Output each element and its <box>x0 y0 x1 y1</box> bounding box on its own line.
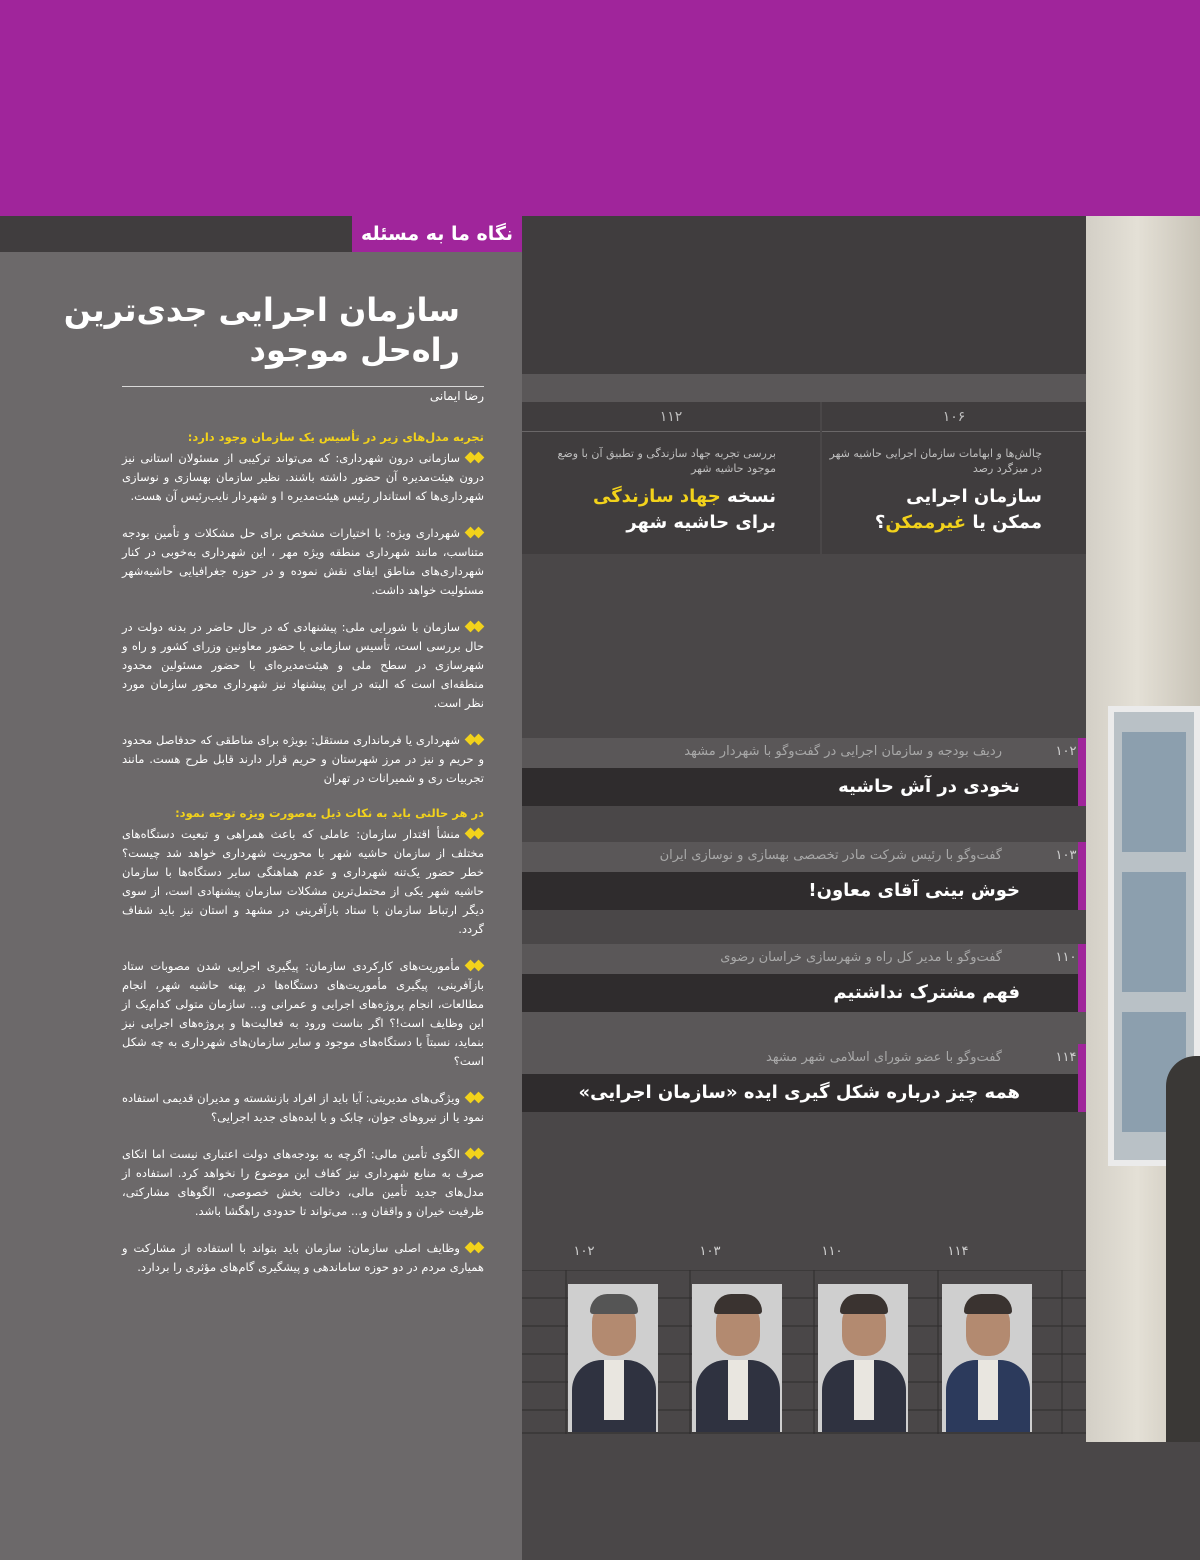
diamond-bullet-icon <box>464 828 484 839</box>
portrait-114 <box>942 1284 1032 1432</box>
article-intro: تجربه مدل‌های زیر در تأسیس یک سازمان وجود دارد: <box>187 430 484 444</box>
story-accent-bar <box>1078 738 1086 806</box>
diamond-bullet-icon <box>464 527 484 538</box>
article-paragraph: سازمان با شورایی ملی: پیشنهادی که در حال حاضر در بدنه دولت در حال بررسی است، تأسیس سازمانی با حضور معاونین وزرای کشور و راه و شهرسازی در سطح ملی و هیئت‌مدیره‌ای با حضور مسئولین محدود منطقه‌ای است که البته در این پیشنهاد نیز شهرداری محور سازمان مورد نظر است. <box>122 620 484 710</box>
feature-title: سازمان اجرایی ممکن یا غیرممکن؟ <box>874 486 1042 533</box>
diamond-bullet-icon <box>464 1092 484 1103</box>
story-page-number: ۱۱۴ <box>1055 1050 1077 1065</box>
article-paragraph: مأموریت‌های کارکردی سازمان: پیگیری اجرایی شدن مصوبات ستاد بازآفرینی، پیگیری مأموریت‌های دستگاه‌ها در پهنه حاشیه شهر، انجام مطالعات، انجام پروژه‌های اجرایی و عمرانی و... سازمان متولی کدام‌یک از این وظایف است!؟ اگر بناست ورود به فعالیت‌ها و پروژه‌های اجرایی نیز بنماید، نسبتاً با دستگاه‌های موجود و سایر سازمان‌های شهرداری به چه شکل است؟ <box>122 959 484 1068</box>
photo-person <box>1166 1056 1200 1442</box>
article-paragraph: منشأ اقتدار سازمان: عاملی که باعث همراهی و تبعیت دستگاه‌های مختلف از سازمان حاشیه شهر با محوریت شهرداری خواهد شد چیست؟ خطر حضور یک‌تنه شهرداری و عدم هماهنگی سایر دستگاه‌ها با سازمان حاشیه شهر یکی از محتمل‌ترین مشکلات سازمان پیشنهادی است، از سوی دیگر ارتباط سازمان با ستاد بازآفرینی در مشهد و استان نیز باید شفاف گردد. <box>122 827 484 936</box>
contents-strip <box>522 374 1086 402</box>
portrait-103 <box>692 1284 782 1432</box>
story-accent-bar <box>1078 1044 1086 1112</box>
portrait-page-number: ۱۱۴ <box>947 1244 969 1259</box>
article-paragraph: الگوی تأمین مالی: اگرچه به بودجه‌های دولت اعتباری نیست اما اتکای صرف به منابع شهرداری نیز کفاف این موضوع را نخواهد کرد. استفاده از مدل‌های جدید تأمین مالی، دخالت بخش خصوصی، الگوهای مشارکتی، ظرفیت خیران و واقفان و... می‌تواند تا حدودی راهگشا باشد. <box>122 1147 484 1218</box>
story-title[interactable]: همه چیز درباره شکل گیری ایده «سازمان اجرایی» <box>522 1074 1078 1112</box>
feature-box-112[interactable] <box>522 402 820 554</box>
article-body <box>122 428 484 1295</box>
article-title <box>60 290 460 370</box>
story-gap-strip <box>522 1012 1086 1044</box>
article-paragraph: وظایف اصلی سازمان: سازمان باید بتواند با استفاده از مشارکت و همیاری مردم در دو حوزه ساماندهی و پیشگیری گام‌های مؤثری را بردارد. <box>122 1241 484 1274</box>
article-paragraph: ویژگی‌های مدیریتی: آیا باید از افراد بازنشسته و مدیران قدیمی استفاده نمود یا از نیروهای جوان، چابک و با ایده‌های جدید اجرایی؟ <box>122 1091 484 1124</box>
story-page-number: ۱۰۳ <box>1055 848 1077 863</box>
story-subtitle: گفت‌وگو با مدیر کل راه و شهرسازی خراسان رضوی <box>720 950 1002 965</box>
feature-subtitle: چالش‌ها و ابهامات سازمان اجرایی حاشیه شهر در میزگرد رصد <box>829 447 1042 475</box>
feature-page-number: ۱۱۲ <box>522 402 820 432</box>
portrait-page-number: ۱۱۰ <box>821 1244 843 1259</box>
contents-header-panel <box>522 216 1086 374</box>
story-accent-bar <box>1078 944 1086 1012</box>
story-title[interactable]: نخودی در آش حاشیه <box>522 768 1078 806</box>
feature-subtitle: بررسی تجربه جهاد سازندگی و تطبیق آن با وضع موجود حاشیه شهر <box>557 447 776 475</box>
story-subtitle: گفت‌وگو با رئیس شرکت مادر تخصصی بهسازی و نوسازی ایران <box>659 848 1002 863</box>
diamond-bullet-icon <box>464 1242 484 1253</box>
feature-page-number: ۱۰۶ <box>822 402 1086 432</box>
article-title-line2: راه‌حل موجود <box>249 331 460 369</box>
portrait-110 <box>818 1284 908 1432</box>
story-subtitle: گفت‌وگو با عضو شورای اسلامی شهر مشهد <box>766 1050 1002 1065</box>
story-page-number: ۱۱۰ <box>1055 950 1077 965</box>
diamond-bullet-icon <box>464 960 484 971</box>
diamond-bullet-icon <box>464 452 484 463</box>
cover-photo <box>1086 216 1200 1442</box>
portrait-page-number: ۱۰۳ <box>699 1244 721 1259</box>
story-page-number: ۱۰۲ <box>1055 744 1077 759</box>
story-title[interactable]: فهم مشترک نداشتیم <box>522 974 1078 1012</box>
diamond-bullet-icon <box>464 734 484 745</box>
article-paragraph: شهرداری ویژه: با اختیارات مشخص برای حل مشکلات و تأمین بودجه متناسب، مانند شهرداری منطقه ویژه مهر ، این شهرداری به‌خوبی در کنار شهرداری‌های مناطق ایفای نقش نموده و در حوزه جغرافیایی حاشیه‌شهر مسئولیت خواهد داشت. <box>122 526 484 597</box>
author-name: رضا ایمانی <box>429 389 484 403</box>
article-intro-2: در هر حالتی باید به نکات ذیل به‌صورت ویژه توجه نمود: <box>175 806 484 820</box>
diamond-bullet-icon <box>464 1148 484 1159</box>
feature-title: نسخه جهاد سازندگی برای حاشیه شهر <box>592 486 776 533</box>
story-subtitle: ردیف بودجه و سازمان اجرایی در گفت‌وگو با شهردار مشهد <box>684 744 1002 759</box>
top-color-band <box>0 0 1200 216</box>
author-divider <box>122 386 484 387</box>
feature-box-106[interactable] <box>822 402 1086 554</box>
article-title-line1: سازمان اجرایی جدی‌ترین <box>63 291 460 329</box>
section-tag: نگاه ما به مسئله <box>352 216 522 252</box>
portrait-102 <box>568 1284 658 1432</box>
story-accent-bar <box>1078 842 1086 910</box>
story-title[interactable]: خوش بینی آقای معاون! <box>522 872 1078 910</box>
article-paragraph: شهرداری یا فرمانداری مستقل: بویژه برای مناطقی که حدفاصل محدود و حریم و نیز در مرز شهرستان و حریم قرار دارند قابل طرح هست. مانند تجربیات ری و شمیرانات در تهران <box>122 733 484 785</box>
portrait-page-number: ۱۰۲ <box>573 1244 595 1259</box>
article-paragraph: سازمانی درون شهرداری: که می‌تواند ترکیبی از مسئولان استانی نیز درون هیئت‌مدیره آن حضور داشته باشند. نظیر سازمان بهسازی و نوسازی شهرداری‌ها که استاندار رئیس هیئت‌مدیره ا و شهردار نایب‌رئیس آن هست. <box>122 451 484 503</box>
diamond-bullet-icon <box>464 621 484 632</box>
